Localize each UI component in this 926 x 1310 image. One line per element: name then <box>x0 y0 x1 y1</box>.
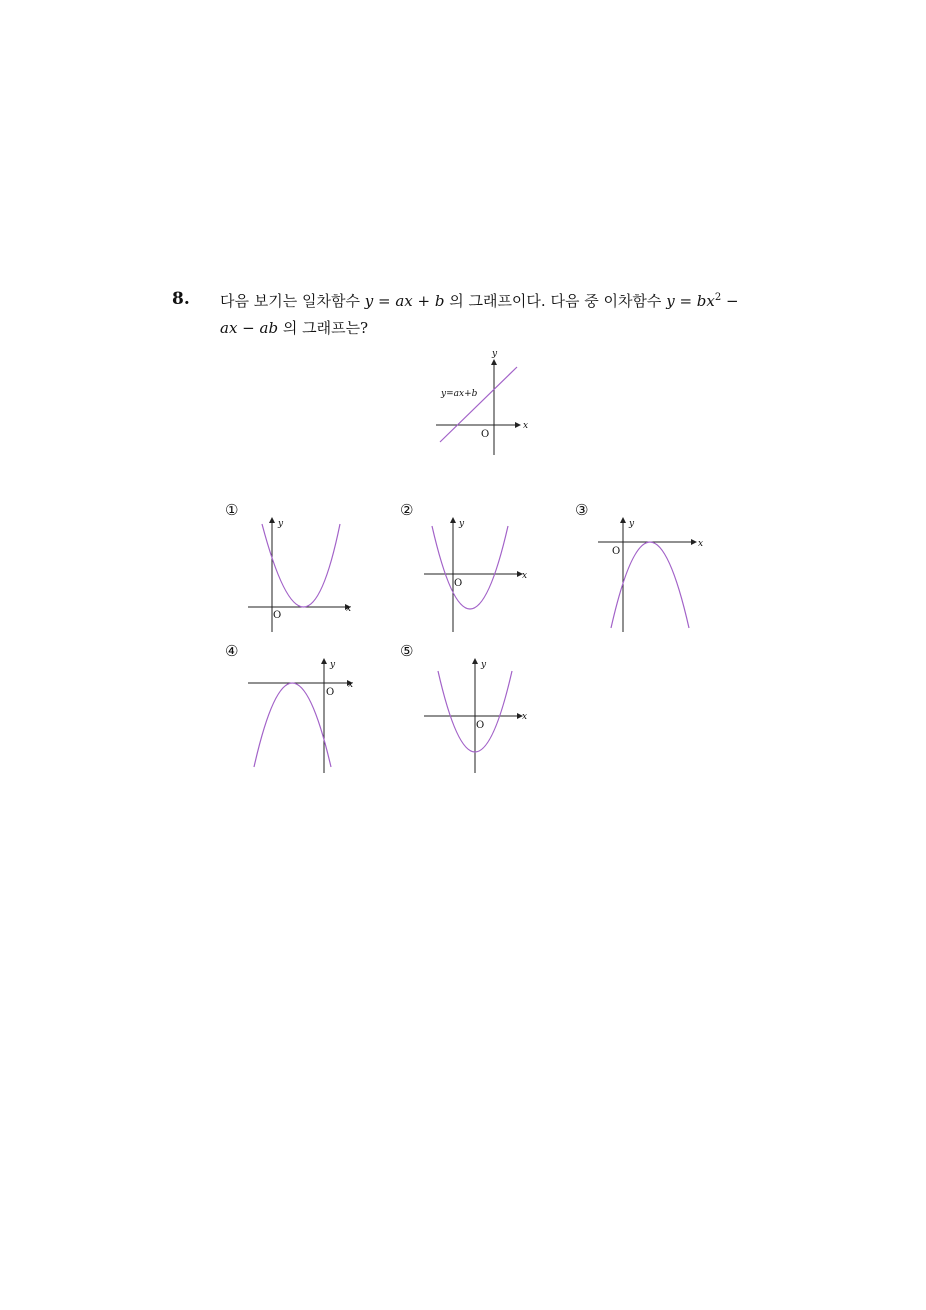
origin-label: O <box>326 687 335 698</box>
question-text-3: 의 그래프는? <box>282 319 369 337</box>
question-text-2: 의 그래프이다. 다음 중 이차함수 <box>449 292 662 310</box>
x-axis-label: x <box>348 680 354 690</box>
quadratic-function-equation-cont: ax − ab <box>220 319 279 337</box>
x-axis-label: x <box>523 421 529 431</box>
y-axis-label: y <box>481 660 487 670</box>
question-line-1 <box>220 290 739 311</box>
x-axis-label: x <box>698 539 704 549</box>
origin-label: O <box>612 546 621 557</box>
parabola-curve <box>432 526 508 609</box>
choice-3-number[interactable]: ③ <box>575 501 589 519</box>
choice-5-graph[interactable] <box>418 655 538 777</box>
choice-1-graph[interactable] <box>240 512 360 634</box>
linear-function-line <box>440 367 517 442</box>
origin-label: O <box>476 720 485 731</box>
reference-graph <box>430 345 540 460</box>
origin-label: O <box>481 429 490 440</box>
parabola-curve <box>254 683 331 767</box>
origin-label: O <box>454 578 463 589</box>
equation-minus: − <box>721 292 739 310</box>
question-line-2 <box>220 317 368 338</box>
choice-4-number[interactable]: ④ <box>225 642 239 660</box>
choice-1-number[interactable]: ① <box>225 501 239 519</box>
y-axis-label: y <box>629 519 635 529</box>
line-label: y=ax+b <box>441 389 478 399</box>
parabola-curve <box>262 524 340 607</box>
y-axis-label: y <box>492 349 498 359</box>
x-axis-label: x <box>346 604 352 614</box>
origin-label: O <box>273 610 282 621</box>
exponent: 2 <box>714 292 722 303</box>
choice-4-graph[interactable] <box>242 655 362 777</box>
choice-3-graph[interactable] <box>596 512 716 634</box>
quadratic-function-equation: y = bx <box>666 292 715 310</box>
y-axis-label: y <box>459 519 465 529</box>
x-axis-label: x <box>522 571 528 581</box>
choice-2-graph[interactable] <box>418 512 538 634</box>
y-axis-label: y <box>278 519 284 529</box>
y-axis-label: y <box>330 660 336 670</box>
linear-function-equation: y = ax + b <box>364 292 445 310</box>
x-axis-label: x <box>522 712 528 722</box>
choice-5-number[interactable]: ⑤ <box>400 642 414 660</box>
choice-2-number[interactable]: ② <box>400 501 414 519</box>
question-text-1: 다음 보기는 일차함수 <box>220 292 360 310</box>
question-number: 8. <box>172 289 190 309</box>
